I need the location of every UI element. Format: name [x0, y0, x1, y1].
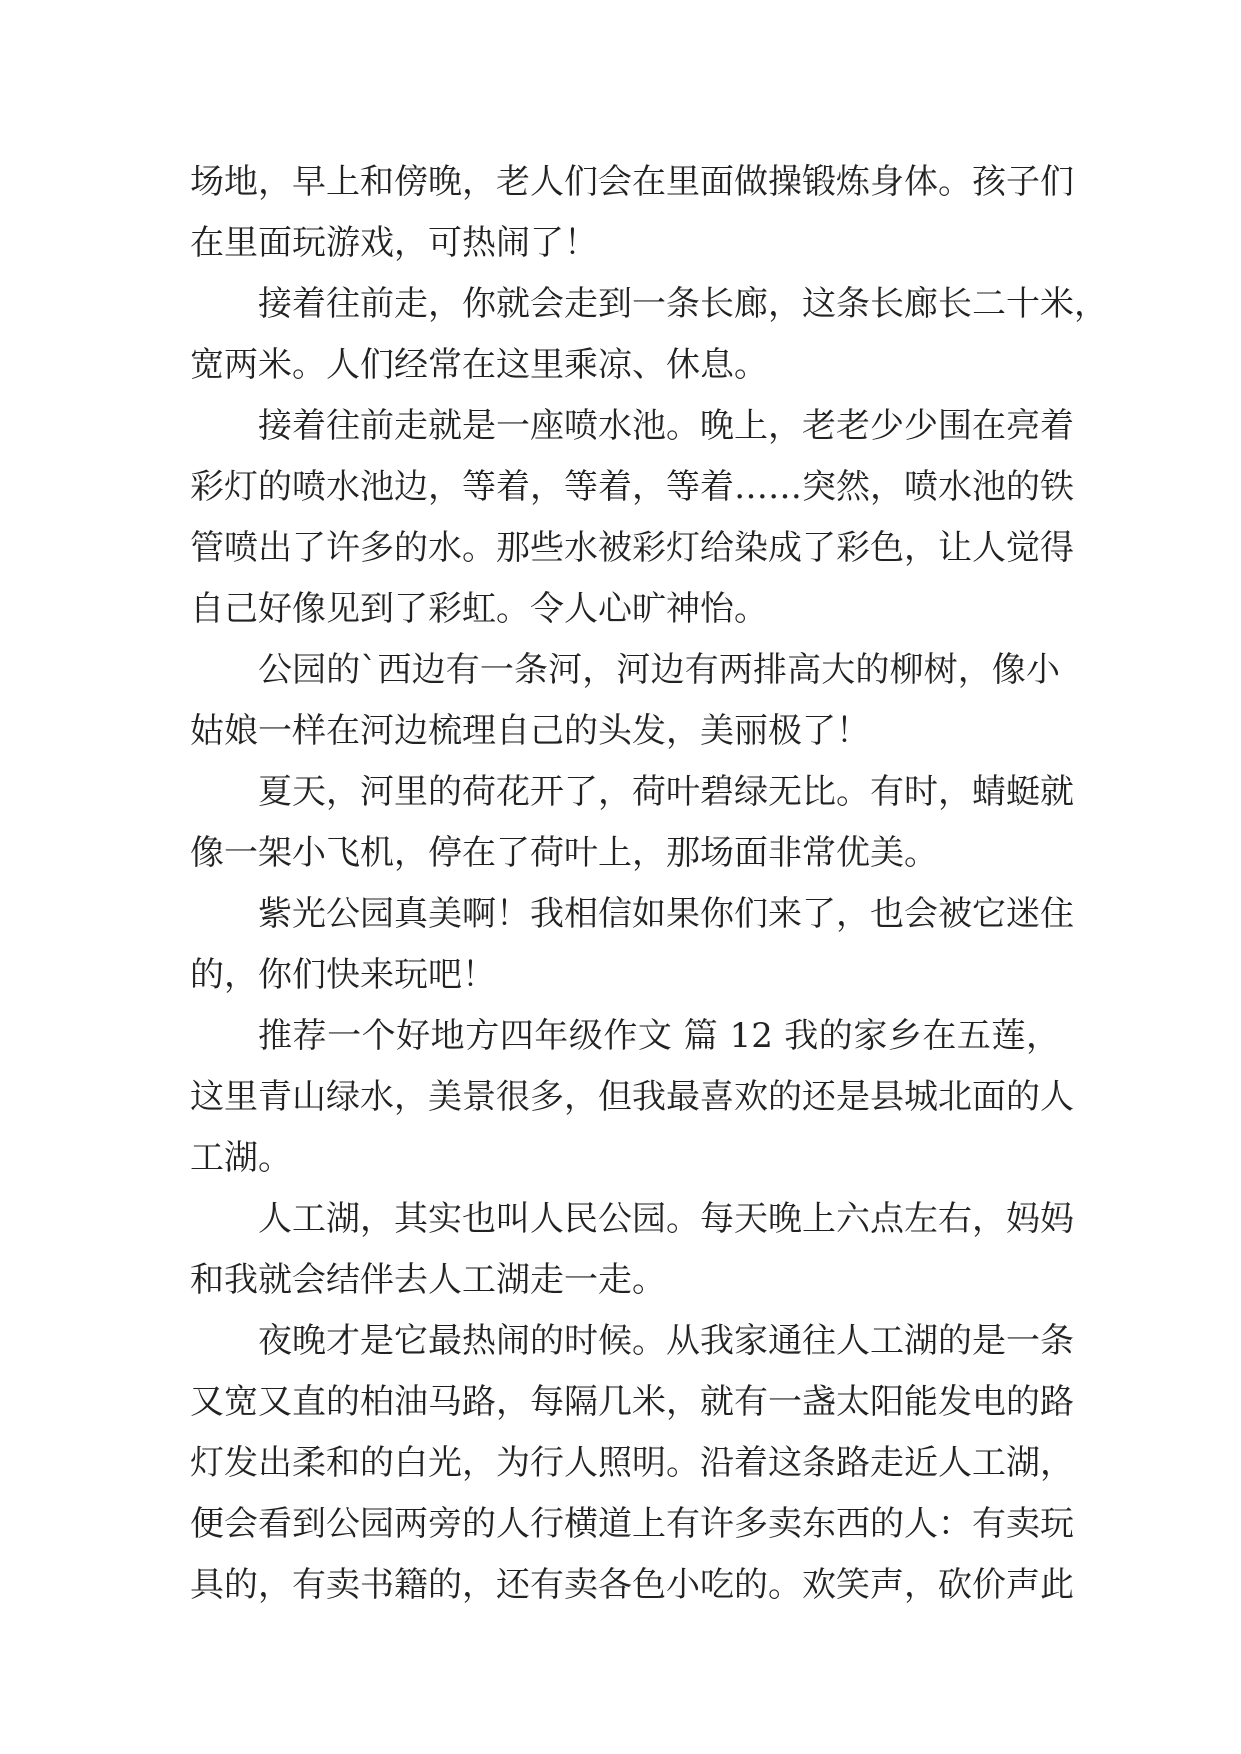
text-line: 推荐一个好地方四年级作文 篇 12 我的家乡在五莲，	[258, 1016, 1060, 1056]
text-line: 公园的`西边有一条河，河边有两排高大的柳树，像小	[258, 650, 1060, 690]
text-line: 工湖。	[190, 1138, 292, 1178]
text-line: 在里面玩游戏，可热闹了！	[190, 223, 598, 263]
text-line: 自己好像见到了彩虹。令人心旷神怡。	[190, 589, 768, 629]
text-line: 这里青山绿水，美景很多，但我最喜欢的还是县城北面的人	[190, 1077, 1074, 1117]
text-line: 像一架小飞机，停在了荷叶上，那场面非常优美。	[190, 833, 938, 873]
text-line: 具的，有卖书籍的，还有卖各色小吃的。欢笑声，砍价声此	[190, 1565, 1074, 1605]
text-line: 接着往前走，你就会走到一条长廊，这条长廊长二十米，	[258, 284, 1108, 324]
text-line: 灯发出柔和的白光，为行人照明。沿着这条路走近人工湖，	[190, 1443, 1074, 1483]
text-line: 宽两米。人们经常在这里乘凉、休息。	[190, 345, 768, 385]
text-line: 紫光公园真美啊！我相信如果你们来了，也会被它迷住	[258, 894, 1074, 934]
text-line: 人工湖，其实也叫人民公园。每天晚上六点左右，妈妈	[258, 1199, 1074, 1239]
text-line: 的，你们快来玩吧！	[190, 955, 496, 995]
text-line: 夏天，河里的荷花开了，荷叶碧绿无比。有时，蜻蜓就	[258, 772, 1074, 812]
text-line: 管喷出了许多的水。那些水被彩灯给染成了彩色，让人觉得	[190, 528, 1074, 568]
text-line: 彩灯的喷水池边，等着，等着，等着……突然，喷水池的铁	[190, 467, 1074, 507]
text-line: 又宽又直的柏油马路，每隔几米，就有一盏太阳能发电的路	[190, 1382, 1074, 1422]
text-line: 姑娘一样在河边梳理自己的头发，美丽极了！	[190, 711, 870, 751]
text-line: 便会看到公园两旁的人行横道上有许多卖东西的人：有卖玩	[190, 1504, 1074, 1544]
text-line: 夜晚才是它最热闹的时候。从我家通往人工湖的是一条	[258, 1321, 1074, 1361]
document-body	[190, 152, 1108, 1616]
text-line: 接着往前走就是一座喷水池。晚上，老老少少围在亮着	[258, 406, 1074, 446]
text-line: 和我就会结伴去人工湖走一走。	[190, 1260, 666, 1300]
text-line: 场地，早上和傍晚，老人们会在里面做操锻炼身体。孩子们	[190, 162, 1074, 202]
